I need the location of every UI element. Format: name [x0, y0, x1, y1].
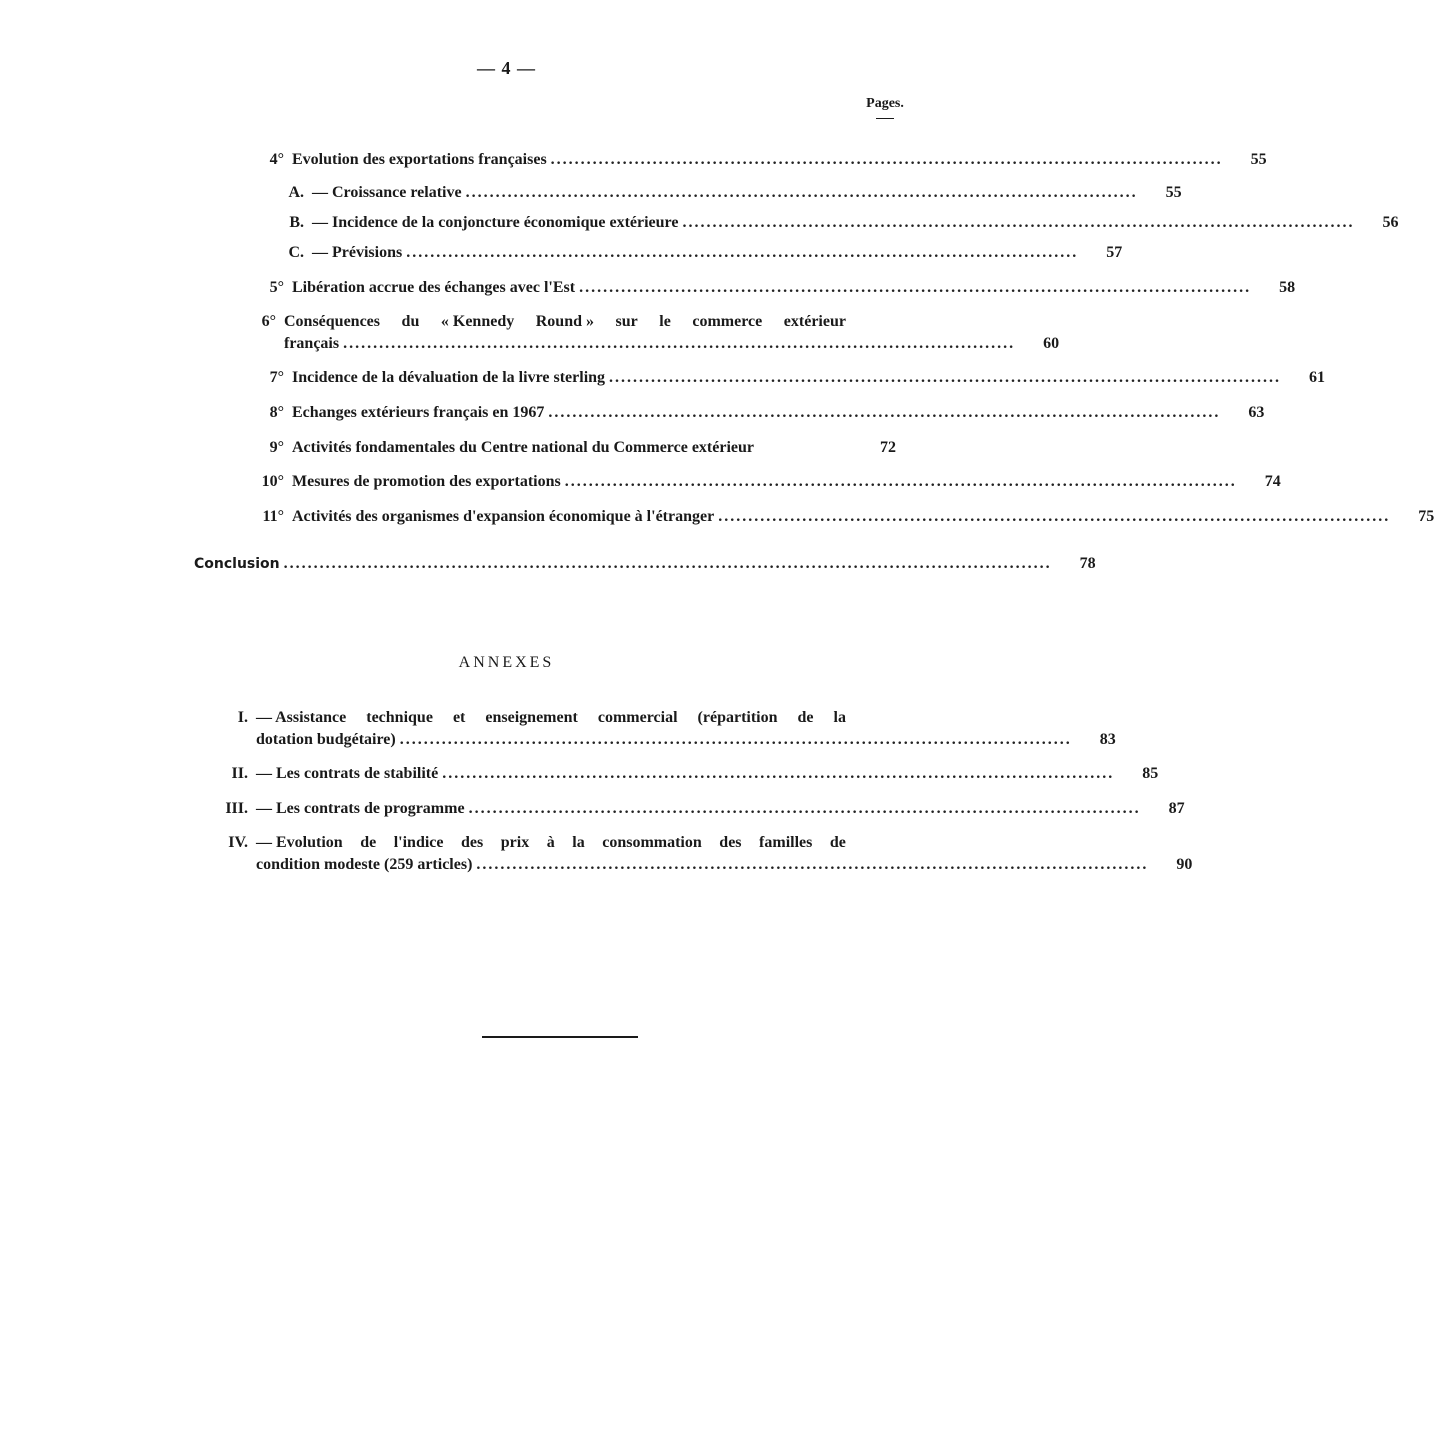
toc-title: Libération accrue des échanges avec l'Est [292, 279, 576, 296]
conclusion-title: Conclusion [194, 556, 280, 572]
word: « Kennedy [440, 313, 515, 330]
toc-page: 55 [1165, 184, 1182, 201]
toc-leader: ................................................................................................................ [343, 335, 1016, 352]
word: de [829, 834, 846, 851]
toc-number: 4° [269, 151, 284, 168]
toc-title: Echanges extérieurs français en 1967 [292, 404, 545, 421]
toc-page: 87 [1168, 800, 1185, 817]
toc-row-7 [240, 368, 1326, 388]
toc-title-line2: français [284, 335, 340, 352]
toc-page: 57 [1106, 244, 1123, 261]
annex-iv-line1 [190, 833, 846, 853]
word: Conséquences [284, 313, 381, 330]
word: Round » [535, 313, 594, 330]
annex-title-line2: dotation budgétaire) [256, 731, 396, 748]
word: — Evolution [256, 834, 343, 851]
word: technique [366, 709, 433, 726]
toc-leader: ................................................................................................................ [468, 800, 1141, 817]
toc-row-4a [262, 183, 1182, 203]
toc-row-4c [262, 243, 1123, 263]
toc-leader: ................................................................................................................ [550, 151, 1223, 168]
toc-leader: ................................................................................................................ [465, 184, 1138, 201]
toc-row-5 [240, 278, 1296, 298]
toc-row-conclusion [194, 554, 1096, 574]
toc-number: 8° [269, 404, 284, 421]
toc-row-4b [262, 213, 1399, 233]
annex-iv-line2 [256, 855, 1193, 875]
word: des [719, 834, 742, 851]
toc-row-6-line1 [240, 312, 846, 332]
toc-leader: ................................................................................................................ [718, 508, 1391, 525]
word: à [546, 834, 555, 851]
toc-number: 6° [261, 313, 276, 330]
toc-leader: ................................................................................................................ [476, 856, 1149, 873]
toc-number: 5° [269, 279, 284, 296]
word: la [572, 834, 585, 851]
pages-header-underline [876, 118, 894, 119]
annex-title: — Les contrats de stabilité [256, 765, 439, 782]
end-rule [482, 1036, 638, 1038]
annex-i-line1 [190, 708, 846, 728]
annex-number: IV. [228, 834, 248, 851]
toc-page: 60 [1043, 335, 1060, 352]
toc-number: 9° [269, 439, 284, 456]
toc-page: 72 [880, 439, 896, 456]
toc-leader: ................................................................................................................ [579, 279, 1252, 296]
toc-page: 90 [1176, 856, 1193, 873]
toc-row-10 [240, 472, 1281, 492]
toc-leader: ................................................................................................................ [682, 214, 1355, 231]
toc-title: Incidence de la dévaluation de la livre sterling [292, 369, 606, 386]
word: du [401, 313, 420, 330]
word: enseignement [485, 709, 578, 726]
toc-title: Activités fondamentales du Centre national du Commerce extérieur [292, 439, 754, 456]
toc-title: — Croissance relative [312, 184, 462, 201]
toc-row-11 [240, 507, 1434, 527]
word: extérieur [783, 313, 846, 330]
toc-page: 75 [1418, 508, 1434, 525]
toc-number: B. [289, 214, 304, 231]
toc-number: C. [288, 244, 304, 261]
toc-leader: ................................................................................................................ [399, 731, 1072, 748]
annex-iii [190, 799, 1185, 819]
word: et [452, 709, 466, 726]
toc-title: Mesures de promotion des exportations [292, 473, 561, 490]
annex-number: III. [225, 800, 248, 817]
annex-title-line1 [256, 708, 846, 728]
annex-title-line1 [256, 833, 846, 853]
toc-row-8 [240, 403, 1265, 423]
word: — Assistance [256, 709, 347, 726]
toc-number: 11° [262, 508, 284, 525]
annex-i-line2 [256, 730, 1116, 750]
toc-number: 10° [261, 473, 284, 490]
word: commerce [692, 313, 763, 330]
toc-title: — Incidence de la conjoncture économique extérieure [312, 214, 679, 231]
toc-title: Activités des organismes d'expansion économique à l'étranger [292, 508, 715, 525]
toc-title: — Prévisions [312, 244, 403, 261]
toc-leader: ................................................................................................................................ [283, 555, 1052, 572]
page-number: — 4 — [477, 58, 536, 78]
toc-leader: ................................................................................................................ [406, 244, 1079, 261]
toc-page: 85 [1142, 765, 1159, 782]
toc-page: 56 [1382, 214, 1399, 231]
toc-page: 61 [1309, 369, 1326, 386]
annexes-title: ANNEXES [458, 654, 555, 671]
toc-page: 74 [1264, 473, 1281, 490]
word: familles [759, 834, 813, 851]
annex-title: — Les contrats de programme [256, 800, 465, 817]
word: (répartition [697, 709, 778, 726]
toc-page: 63 [1248, 404, 1265, 421]
toc-row-6-line2 [284, 334, 1060, 354]
toc-leader: ................................................................................................................ [548, 404, 1221, 421]
word: consommation [602, 834, 702, 851]
annex-number: II. [231, 765, 248, 782]
toc-title-line1 [284, 312, 846, 332]
word: le [659, 313, 671, 330]
toc-page: 78 [1079, 555, 1096, 572]
toc-row-4 [240, 150, 1267, 170]
word: la [833, 709, 846, 726]
annex-title-line2: condition modeste (259 articles) [256, 856, 473, 873]
toc-page: 58 [1279, 279, 1296, 296]
word: l'indice [393, 834, 444, 851]
annex-number: I. [237, 709, 248, 726]
word: de [797, 709, 814, 726]
toc-number: A. [288, 184, 304, 201]
toc-leader: ................................................................................................................ [442, 765, 1115, 782]
word: sur [615, 313, 638, 330]
word: de [360, 834, 377, 851]
word: des [461, 834, 484, 851]
pages-column-header: Pages. [866, 96, 904, 111]
toc-page: 55 [1250, 151, 1267, 168]
toc-leader: ................................................................................................................ [564, 473, 1237, 490]
toc-row-9 [240, 438, 896, 458]
annex-ii [190, 764, 1159, 784]
toc-title: Evolution des exportations françaises [292, 151, 547, 168]
toc-number: 7° [269, 369, 284, 386]
toc-leader: ................................................................................................................ [609, 369, 1282, 386]
word: prix [500, 834, 530, 851]
toc-page: 83 [1099, 731, 1116, 748]
word: commercial [597, 709, 678, 726]
